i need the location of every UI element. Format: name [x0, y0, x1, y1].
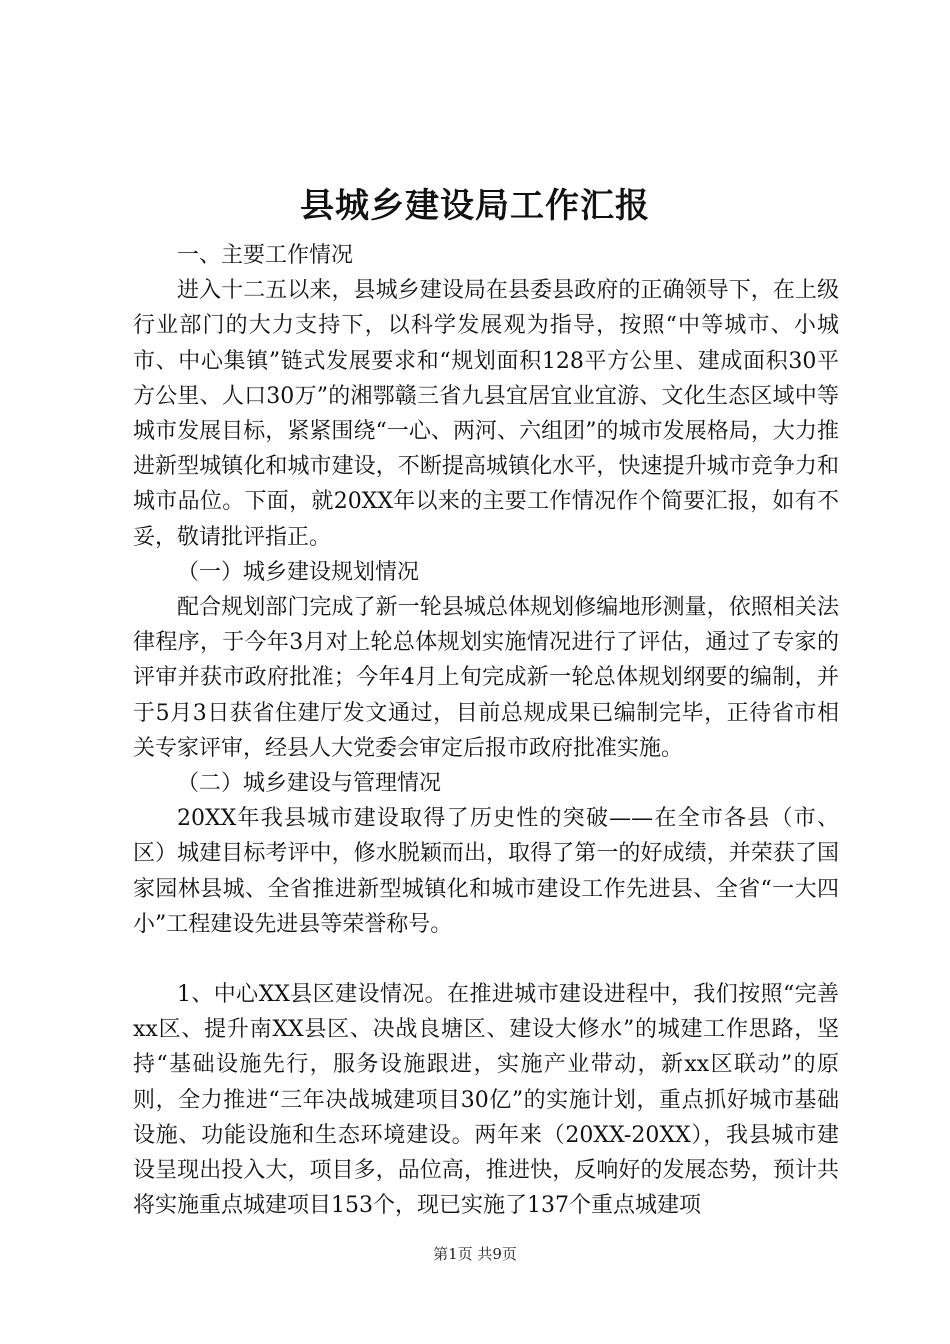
subsection-heading-management: （二）城乡建设与管理情况: [177, 771, 442, 797]
document-title: 县城乡建设局工作汇报: [300, 186, 650, 226]
paragraph-center-district: 1、中心XX县区建设情况。在推进城市建设进程中，我们按照“完善xx区、提升南XX县区、决战良塘区、建设大修水”的城建工作思路，坚持“基础设施先行，服务设施跟进，实施产业带动，新xx区联动”的原则，全力推进“三年决战城建项目30亿”的实施计划，重点抓好城市基础设施、功能设施和生态环境建设。两年来（20XX-20XX），我县城市建设呈现出投入大，项目多，品位高，推进快，反响好的发展态势，预计共将实施重点城建项目153个，现已实施了137个重点城建项: [133, 982, 839, 1219]
page-number-footer: 第1页 共9页: [433, 1245, 517, 1263]
paragraph-planning: 配合规划部门完成了新一轮县城总体规划修编地形测量，依照相关法律程序，于今年3月对上轮总体规划实施情况进行了评估，通过了专家的评审并获市政府批准；今年4月上旬完成新一轮总体规划纲要的编制，并于5月3日获省住建厅发文通过，目前总规成果已编制完毕，正待省市相关专家评审，经县人大党委会审定后报市政府批准实施。: [133, 595, 839, 761]
section-heading-main-work: 一、主要工作情况: [177, 243, 354, 268]
document-body: [133, 238, 839, 1223]
paragraph-intro: 进入十二五以来，县城乡建设局在县委县政府的正确领导下，在上级行业部门的大力支持下，以科学发展观为指导，按照“中等城市、小城市、中心集镇”链式发展要求和“规划面积128平方公里、建成面积30平方公里、人口30万”的湘鄂赣三省九县宜居宜业宜游、文化生态区域中等城市发展目标，紧紧围绕“一心、两河、六组团”的城市发展格局，大力推进新型城镇化和城市建设，不断提高城镇化水平，快速提升城市竞争力和城市品位。下面，就20XX年以来的主要工作情况作个简要汇报，如有不妥，敬请批评指正。: [133, 278, 839, 550]
subsection-heading-planning: （一）城乡建设规划情况: [177, 559, 420, 585]
paragraph-management: 20XX年我县城市建设取得了历史性的突破——在全市各县（市、区）城建目标考评中，修水脱颖而出，取得了第一的好成绩，并荣获了国家园林县城、全省推进新型城镇化和城市建设工作先进县、全省“一大四小”工程建设先进县等荣誉称号。: [133, 806, 839, 937]
